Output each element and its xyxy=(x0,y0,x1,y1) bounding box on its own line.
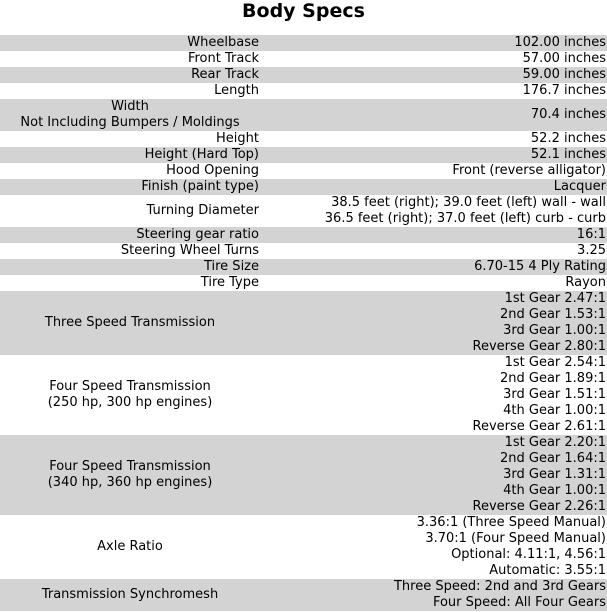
spec-value xyxy=(259,83,607,99)
spec-label xyxy=(0,179,259,195)
spec-value xyxy=(259,147,607,163)
spec-row xyxy=(0,83,607,99)
spec-label xyxy=(0,35,259,51)
spec-value-line: 176.7 inches xyxy=(522,83,606,98)
spec-row xyxy=(0,579,607,611)
spec-label-line: Front Track xyxy=(187,51,259,66)
spec-value-line: 1st Gear 2.47:1 xyxy=(504,291,606,306)
spec-row xyxy=(0,147,607,163)
spec-value-line: Front (reverse alligator) xyxy=(452,163,606,178)
spec-value xyxy=(259,179,607,195)
spec-label-line: Tire Type xyxy=(200,275,259,290)
spec-label xyxy=(0,275,259,291)
spec-label xyxy=(0,195,259,227)
spec-value xyxy=(259,131,607,147)
spec-row xyxy=(0,355,607,435)
spec-label xyxy=(0,51,259,67)
spec-value-line: 6.70-15 4 Ply Rating xyxy=(474,259,606,274)
spec-value-line: 4th Gear 1.00:1 xyxy=(503,483,606,498)
spec-label xyxy=(0,99,259,131)
spec-label-line: Four Speed Transmission xyxy=(49,379,211,394)
spec-value-line: 36.5 feet (right); 37.0 feet (left) curb - curb xyxy=(324,211,606,226)
spec-value-line: 3.70:1 (Four Speed Manual) xyxy=(425,531,606,546)
spec-row xyxy=(0,195,607,227)
spec-label-line: Finish (paint type) xyxy=(141,179,259,194)
spec-value xyxy=(259,355,607,435)
spec-label xyxy=(0,67,259,83)
spec-label xyxy=(0,579,259,611)
spec-label xyxy=(0,131,259,147)
spec-row xyxy=(0,163,607,179)
spec-value xyxy=(259,259,607,275)
spec-row xyxy=(0,291,607,355)
spec-row xyxy=(0,259,607,275)
specs-table xyxy=(0,35,607,611)
spec-value-line: Optional: 4.11:1, 4.56:1 xyxy=(451,547,606,562)
spec-value xyxy=(259,579,607,611)
spec-label-line: Steering gear ratio xyxy=(136,227,259,242)
spec-value-line: 38.5 feet (right); 39.0 feet (left) wall - wall xyxy=(331,195,606,210)
spec-label-line: Tire Size xyxy=(203,259,259,274)
spec-row xyxy=(0,99,607,131)
spec-label-line: Three Speed Transmission xyxy=(44,315,216,330)
spec-value xyxy=(259,291,607,355)
spec-value-line: Rayon xyxy=(565,275,606,290)
spec-label-line: Height (Hard Top) xyxy=(144,147,259,162)
spec-value-line: 3rd Gear 1.00:1 xyxy=(503,323,606,338)
spec-value-line: 59.00 inches xyxy=(522,67,606,82)
spec-row xyxy=(0,35,607,51)
spec-value-line: 102.00 inches xyxy=(514,35,606,50)
spec-label-line: Steering Wheel Turns xyxy=(120,243,259,258)
spec-value xyxy=(259,227,607,243)
spec-value-line: 1st Gear 2.20:1 xyxy=(504,435,606,450)
spec-row xyxy=(0,227,607,243)
spec-row xyxy=(0,435,607,515)
spec-value-line: Automatic: 3.55:1 xyxy=(489,563,606,578)
spec-label xyxy=(0,83,259,99)
spec-value xyxy=(259,163,607,179)
spec-label xyxy=(0,355,259,435)
spec-value-line: 3rd Gear 1.51:1 xyxy=(503,387,606,402)
spec-label-line: (250 hp, 300 hp engines) xyxy=(47,395,213,410)
spec-label-line: Rear Track xyxy=(191,67,259,82)
spec-label-line: Transmission Synchromesh xyxy=(41,587,219,602)
spec-label xyxy=(0,227,259,243)
page-title: Body Specs xyxy=(242,0,365,22)
spec-value-line: Reverse Gear 2.61:1 xyxy=(472,419,606,434)
spec-value-line: 16:1 xyxy=(576,227,606,242)
spec-label-line: Four Speed Transmission xyxy=(49,459,211,474)
spec-row xyxy=(0,131,607,147)
spec-value-line: 2nd Gear 1.89:1 xyxy=(499,371,606,386)
spec-value-line: Reverse Gear 2.80:1 xyxy=(472,339,606,354)
spec-value xyxy=(259,67,607,83)
spec-label xyxy=(0,515,259,579)
spec-label-line: Axle Ratio xyxy=(97,539,163,554)
spec-value-line: 2nd Gear 1.53:1 xyxy=(499,307,606,322)
spec-value-line: 3.36:1 (Three Speed Manual) xyxy=(416,515,606,530)
spec-row xyxy=(0,179,607,195)
spec-value-line: 57.00 inches xyxy=(522,51,606,66)
spec-value-line: Four Speed: All Four Gears xyxy=(432,595,606,610)
spec-value-line: 52.1 inches xyxy=(530,147,606,162)
spec-label xyxy=(0,291,259,355)
spec-value-line: 3.25 xyxy=(577,243,606,258)
spec-label xyxy=(0,259,259,275)
spec-row xyxy=(0,67,607,83)
spec-label-line: Turning Diameter xyxy=(146,203,259,218)
spec-value xyxy=(259,195,607,227)
spec-label-line: (340 hp, 360 hp engines) xyxy=(47,475,213,490)
spec-value xyxy=(259,435,607,515)
spec-label xyxy=(0,243,259,259)
spec-row xyxy=(0,51,607,67)
spec-value xyxy=(259,35,607,51)
spec-label xyxy=(0,147,259,163)
spec-row xyxy=(0,515,607,579)
spec-value-line: 1st Gear 2.54:1 xyxy=(504,355,606,370)
spec-label-line: Length xyxy=(214,83,259,98)
spec-label-line: Height xyxy=(216,131,259,146)
spec-value-line: Reverse Gear 2.26:1 xyxy=(472,499,606,514)
spec-value xyxy=(259,275,607,291)
spec-value-line: 3rd Gear 1.31:1 xyxy=(503,467,606,482)
spec-value-line: 70.4 inches xyxy=(530,107,606,122)
spec-row xyxy=(0,275,607,291)
spec-label xyxy=(0,435,259,515)
spec-value-line: Three Speed: 2nd and 3rd Gears xyxy=(393,579,606,594)
spec-label xyxy=(0,163,259,179)
spec-value-line: 4th Gear 1.00:1 xyxy=(503,403,606,418)
spec-value xyxy=(259,99,607,131)
spec-value xyxy=(259,51,607,67)
spec-value-line: 52.2 inches xyxy=(530,131,606,146)
spec-row xyxy=(0,243,607,259)
spec-value-line: 2nd Gear 1.64:1 xyxy=(499,451,606,466)
spec-value xyxy=(259,243,607,259)
specs-table-body xyxy=(0,35,607,611)
spec-label-line: Width xyxy=(111,99,149,114)
spec-label-line: Hood Opening xyxy=(166,163,259,178)
spec-label-line: Not Including Bumpers / Moldings xyxy=(20,115,240,130)
spec-value xyxy=(259,515,607,579)
spec-value-line: Lacquer xyxy=(553,179,606,194)
spec-label-line: Wheelbase xyxy=(187,35,259,50)
